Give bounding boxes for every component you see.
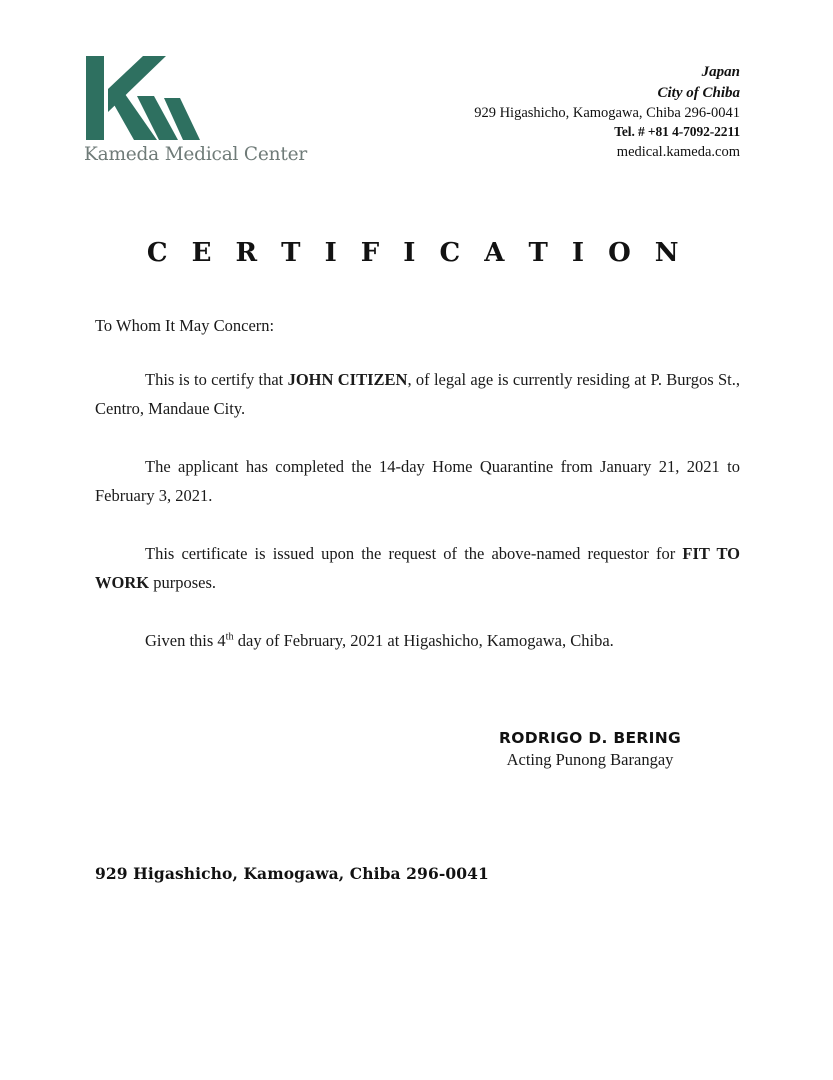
paragraph-certify xyxy=(95,365,740,423)
paragraph-given-date xyxy=(95,626,740,655)
given-date-text-2: day of February, 2021 at Higashicho, Kamogawa, Chiba. xyxy=(233,630,614,650)
purpose-label: FIT TO WORK xyxy=(95,543,740,592)
certified-person-name: JOHN CITIZEN xyxy=(287,369,408,389)
given-date-text-1: Given this 4 xyxy=(145,630,226,650)
address-city: City of Chiba xyxy=(657,84,740,101)
paragraph-purpose-text-2: purposes. xyxy=(149,572,217,592)
address-country: Japan xyxy=(701,64,740,80)
address-website: medical.kameda.com xyxy=(616,144,740,160)
salutation: To Whom It May Concern: xyxy=(95,316,275,335)
logo-block xyxy=(84,54,314,164)
paragraph-purpose-text-1: This certificate is issued upon the request of the above-named requestor for xyxy=(145,543,683,563)
kameda-k-logo-icon xyxy=(84,54,210,142)
signatory-name: RODRIGO D. BERING xyxy=(498,729,682,747)
paragraph-certify-text-1: This is to certify that xyxy=(145,369,288,389)
signature-block xyxy=(430,728,750,771)
signatory-title: Acting Punong Barangay xyxy=(506,750,674,770)
document-body xyxy=(95,318,740,655)
paragraph-quarantine: The applicant has completed the 14-day Home Quarantine from January 21, 2021 to February 3, 2021. xyxy=(95,456,740,505)
paragraph-certify-text-2: , of legal age is currently residing at P. Burgos St., Centro, Mandaue City. xyxy=(95,369,740,418)
ordinal-suffix: th xyxy=(225,631,234,642)
paragraph-purpose xyxy=(95,539,740,597)
footer-address: 929 Higashicho, Kamogawa, Chiba 296-0041 xyxy=(95,864,489,883)
letterhead xyxy=(0,0,833,190)
address-telephone: Tel. # +81 4-7092-2211 xyxy=(614,124,740,140)
address-street: 929 Higashicho, Kamogawa, Chiba 296-0041 xyxy=(474,105,740,122)
logo-wordmark: Kameda Medical Center xyxy=(84,144,307,165)
letterhead-address xyxy=(474,62,740,162)
document-title: C E R T I F I C A T I O N xyxy=(146,238,687,268)
